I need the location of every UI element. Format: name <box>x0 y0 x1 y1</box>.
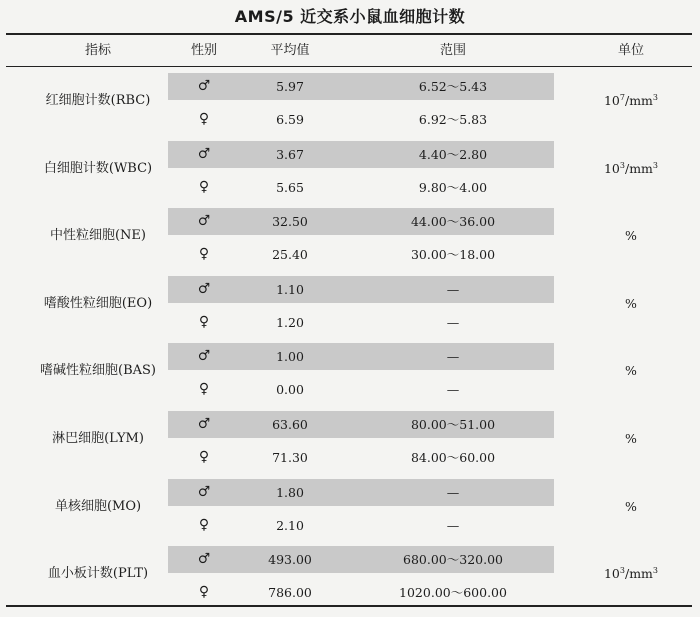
unit-rest: /mm <box>624 566 653 582</box>
male-mean: 63.60 <box>272 416 308 432</box>
header-rule <box>6 66 692 67</box>
unit <box>576 358 686 384</box>
unit-base: % <box>625 295 637 311</box>
male-symbol: ♂ <box>197 483 211 500</box>
table-row-group <box>0 338 700 406</box>
female-mean: 25.40 <box>272 247 308 263</box>
female-range: 30.00～18.00 <box>410 247 496 263</box>
table-row-group <box>0 474 700 542</box>
unit <box>576 426 686 452</box>
table-row-group <box>0 406 700 474</box>
male-range: 6.52～5.43 <box>418 79 488 94</box>
male-mean: 1.10 <box>276 281 304 297</box>
unit-base: % <box>625 228 637 244</box>
indicator-name: 白细胞计数(WBC) <box>43 160 153 176</box>
female-symbol: ♀ <box>198 178 210 195</box>
male-symbol: ♂ <box>197 280 211 297</box>
unit-exponent-2: 3 <box>652 566 658 576</box>
indicator-name: 中性粒细胞(NE) <box>49 228 146 244</box>
female-mean: 6.59 <box>276 112 304 127</box>
male-range: — <box>446 281 460 297</box>
unit-base: 10 <box>603 160 620 176</box>
unit-base: % <box>625 430 637 446</box>
table-body <box>0 68 700 609</box>
header-sex: 性别 <box>190 43 217 58</box>
male-range: 4.40～2.80 <box>418 146 488 162</box>
unit-exponent: 7 <box>619 93 625 102</box>
female-symbol: ♀ <box>198 448 210 465</box>
female-mean: 5.65 <box>276 179 304 195</box>
unit <box>576 561 686 587</box>
unit <box>576 88 686 114</box>
female-range: 84.00～60.00 <box>410 449 496 465</box>
unit <box>576 291 686 317</box>
unit-exponent: 3 <box>619 566 625 576</box>
table-row-group <box>0 541 700 609</box>
indicator-name: 血小板计数(PLT) <box>47 566 149 582</box>
header-range: 范围 <box>439 43 466 58</box>
table-row-group <box>0 271 700 339</box>
female-symbol: ♀ <box>198 313 210 330</box>
unit <box>576 223 686 249</box>
unit-exponent-2: 3 <box>652 93 658 102</box>
female-range: 1020.00～600.00 <box>399 585 507 601</box>
female-range: 9.80～4.00 <box>418 179 488 195</box>
female-mean: 786.00 <box>268 585 312 601</box>
header-unit: 单位 <box>617 43 644 58</box>
unit-base: % <box>625 363 637 379</box>
table-row-group <box>0 68 700 136</box>
male-symbol: ♂ <box>197 78 211 94</box>
unit-base: 10 <box>603 566 620 582</box>
unit-base: 10 <box>603 93 620 108</box>
female-range: — <box>446 382 460 398</box>
male-mean: 32.50 <box>272 214 308 230</box>
female-symbol: ♀ <box>198 584 210 601</box>
unit-base: % <box>625 498 637 514</box>
female-range: 6.92～5.83 <box>418 112 488 127</box>
unit <box>576 494 686 520</box>
female-symbol: ♀ <box>198 516 210 533</box>
male-symbol: ♂ <box>197 415 211 432</box>
indicator-name: 淋巴细胞(LYM) <box>52 430 144 446</box>
male-symbol: ♂ <box>197 213 211 230</box>
male-mean: 1.00 <box>276 349 304 365</box>
male-symbol: ♂ <box>197 551 211 568</box>
male-range: — <box>446 349 460 365</box>
male-mean: 493.00 <box>268 552 312 568</box>
female-symbol: ♀ <box>198 381 210 398</box>
male-range: 44.00～36.00 <box>410 214 496 230</box>
male-range: — <box>446 484 460 500</box>
male-mean: 3.67 <box>276 146 304 162</box>
bottom-rule <box>6 605 692 607</box>
indicator-name: 嗜碱性粒细胞(BAS) <box>40 363 156 379</box>
female-symbol: ♀ <box>198 111 210 127</box>
indicator-name: 单核细胞(MO) <box>54 498 142 514</box>
male-range: 80.00～51.00 <box>410 416 496 432</box>
male-symbol: ♂ <box>197 348 211 365</box>
unit-rest: /mm <box>624 93 653 108</box>
male-symbol: ♂ <box>197 145 211 162</box>
unit <box>576 156 686 182</box>
header-mean: 平均值 <box>270 43 310 58</box>
female-range: — <box>446 517 460 533</box>
header-indicator: 指标 <box>84 43 111 58</box>
table-row-group <box>0 203 700 271</box>
indicator-name: 红细胞计数(RBC) <box>45 93 151 108</box>
female-mean: 71.30 <box>272 449 308 465</box>
female-mean: 1.20 <box>276 314 304 330</box>
table-row-group <box>0 136 700 204</box>
female-range: — <box>446 314 460 330</box>
indicator-name: 嗜酸性粒细胞(EO) <box>43 295 153 311</box>
male-mean: 5.97 <box>276 79 304 94</box>
unit-rest: /mm <box>624 160 653 176</box>
table-title: AMS/5 近交系小鼠血细胞计数 <box>234 7 466 26</box>
female-symbol: ♀ <box>198 246 210 263</box>
table-header <box>0 35 700 66</box>
female-mean: 2.10 <box>276 517 304 533</box>
unit-exponent-2: 3 <box>652 160 658 170</box>
unit-exponent: 3 <box>619 160 625 170</box>
female-mean: 0.00 <box>276 382 304 398</box>
male-range: 680.00～320.00 <box>403 552 503 568</box>
male-mean: 1.80 <box>276 484 304 500</box>
